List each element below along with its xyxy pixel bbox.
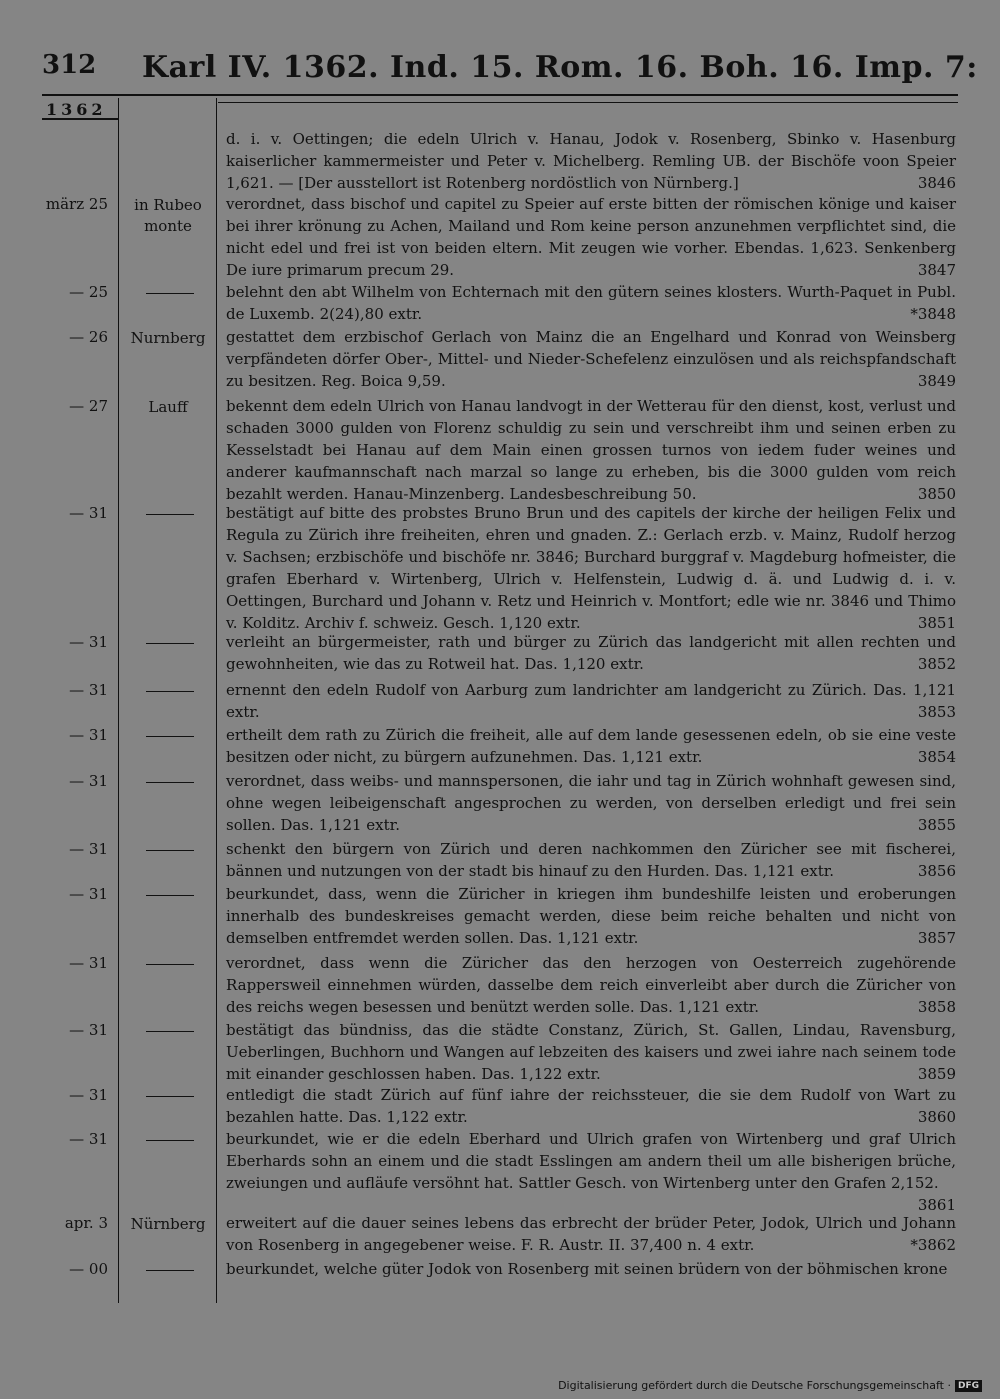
entry-body: belehnt den abt Wilhelm von Echternach mit den gütern seines klosters. Wurth-Paquet in Publ. de Luxemb. 2(24),80 extr.	[226, 283, 956, 323]
entry-body: beurkundet, dass, wenn die Züricher in kriegen ihm bundeshilfe leisten und eroberungen innerhalb des bundeskreises gemacht werden, diese beim reiche behalten und nicht von demselben entfremdet werden sollen. Das. 1,121 extr.	[226, 885, 956, 947]
entry-body: schenkt den bürgern von Zürich und deren nachkommen den Züricher see mit fischerei, bännen und nutzungen von der stadt bis hinauf zu den Hurden. Das. 1,121 extr.	[226, 840, 956, 880]
entry-body: verordnet, dass weibs- und mannspersonen, die iahr und tag in Zürich wohnhaft gewesen sind, ohne wegen leibeigenschaft angesprochen zu werden, von derselben erledigt und frei sein sollen. Das. 1,121 extr.	[226, 772, 956, 834]
place-ditto-dash	[146, 643, 194, 644]
place-ditto-dash	[146, 691, 194, 692]
entry-text	[226, 1019, 956, 1085]
place-ditto-dash	[146, 782, 194, 783]
entry-body: erweitert auf die dauer seines lebens das erbrecht der brüder Peter, Jodok, Ulrich und Johann von Rosenberg in angegebener weise. F. R. Austr. II. 37,400 n. 4 extr.	[226, 1214, 956, 1254]
place-ditto-dash	[146, 514, 194, 515]
entry-date: märz 25	[45, 195, 108, 213]
place-ditto-dash	[146, 1031, 194, 1032]
entry-body: bestätigt auf bitte des probstes Bruno Brun und des capitels der kirche der heiligen Felix und Regula zu Zürich ihre freiheiten, ehren und gnaden. Z.: Gerlach erzb. v. Mainz, Rudolf herzog v. Sachsen; erzbischöfe und bischöfe nr. 3846; Burchard burggraf v. Magdeburg hofmeister, die grafen Eberhard v. Wirtenberg, Ulrich v. Helfenstein, Ludwig d. ä. und Ludwig d. i. v. Oettingen, Burchard und Johann v. Retz und Heinrich v. Montfort; edle wie nr. 3846 und Thimo v. Kolditz. Archiv f. schweiz. Gesch. 1,120 extr.	[226, 504, 956, 632]
entry-date: — 31	[69, 726, 108, 744]
page-title: Karl IV. 1362. Ind. 15. Rom. 16. Boh. 16. Imp. 7:	[142, 50, 978, 85]
entry-date: — 31	[69, 681, 108, 699]
entry-date: — 25	[69, 283, 108, 301]
entry-number: 3851	[917, 614, 956, 632]
entry-body: entledigt die stadt Zürich auf fünf iahre der reichssteuer, die sie dem Rudolf von Wart zu bezahlen hatte. Das. 1,122 extr.	[226, 1086, 956, 1126]
place-ditto-dash	[146, 964, 194, 965]
entry-date: — 26	[69, 328, 108, 346]
column-rule	[218, 102, 958, 103]
entry-text	[226, 395, 956, 505]
entry-text	[226, 883, 956, 949]
entry-body: verordnet, dass wenn die Züricher das den herzogen von Oesterreich zugehörende Rappersweil einnehmen würden, dasselbe dem reich einverleibt aber durch die Züricher von des reichs wegen besessen und benützt werden solle. Das. 1,121 extr.	[226, 954, 956, 1016]
column-divider-place	[216, 98, 217, 1303]
entry-body: bestätigt das bündniss, das die städte Constanz, Zürich, St. Gallen, Lindau, Ravensburg, Ueberlingen, Buchhorn und Wangen auf lebzeiten des kaisers und zwei iahre nach seinem tode mit einander geschlossen haben. Das. 1,122 extr.	[226, 1021, 956, 1083]
entry-text	[226, 1128, 956, 1216]
place-ditto-dash	[146, 850, 194, 851]
entry-date: — 31	[69, 1021, 108, 1039]
place-ditto-dash	[146, 1270, 194, 1271]
entry-text	[226, 502, 956, 634]
entry-body: ertheilt dem rath zu Zürich die freiheit, alle auf dem lande gesessenen edeln, ob sie eine veste besitzen oder nicht, zu bürgern aufzunehmen. Das. 1,121 extr.	[226, 726, 956, 766]
entry-text	[226, 128, 956, 194]
entry-text	[226, 952, 956, 1018]
place-ditto-dash	[146, 736, 194, 737]
entry-text	[226, 838, 956, 882]
entry-number: 3857	[917, 929, 956, 947]
entry-body: ernennt den edeln Rudolf von Aarburg zum landrichter am landgericht zu Zürich. Das. 1,121 extr.	[226, 681, 956, 721]
entry-number: 3861	[917, 1196, 956, 1214]
entry-text	[226, 1212, 956, 1256]
entry-text	[226, 326, 956, 392]
entry-text	[226, 724, 956, 768]
entry-date: — 31	[69, 1130, 108, 1148]
entry-text	[226, 193, 956, 281]
column-divider-date	[118, 98, 119, 1303]
entry-date: — 31	[69, 885, 108, 903]
entry-body: d. i. v. Oettingen; die edeln Ulrich v. Hanau, Jodok v. Rosenberg, Sbinko v. Hasenburg kaiserlicher kammermeister und Peter v. Michelberg. Remling UB. der Bischöfe voon Speier 1,621. — [Der ausstellort ist Rotenberg nordöstlich von Nürnberg.]	[226, 130, 956, 192]
entry-text	[226, 281, 956, 325]
entry-text	[226, 770, 956, 836]
page-number: 312	[42, 50, 97, 80]
footer-text: Digitalisierung gefördert durch die Deutsche Forschungsgemeinschaft ·	[558, 1379, 951, 1392]
place-ditto-dash	[146, 1096, 194, 1097]
entry-date: — 31	[69, 954, 108, 972]
entry-number: 3858	[917, 998, 956, 1016]
entry-body: beurkundet, wie er die edeln Eberhard und Ulrich grafen von Wirtenberg und graf Ulrich Eberhards sohn an einem und die stadt Esslingen am andern theil um alle bisherigen brüche, zweiungen und aufläufe versöhnt hat. Sattler Gesch. von Wirtenberg unter den Grafen 2,152.	[226, 1130, 956, 1192]
entry-body: verordnet, dass bischof und capitel zu Speier auf erste bitten der römischen könige und kaiser bei ihrer krönung zu Achen, Mailand und Rom keine person anzunehmen verpflichtet sind, die nicht edel und frei ist von beiden eltern. Mit zeugen wie vorher. Ebendas. 1,623. Senkenberg De iure primarum precum 29.	[226, 195, 956, 279]
entry-date: — 00	[69, 1260, 108, 1278]
footer	[558, 1379, 982, 1392]
entry-number: *3848	[910, 305, 956, 323]
header-rule	[42, 94, 958, 96]
place-ditto-dash	[146, 293, 194, 294]
entry-text	[226, 1084, 956, 1128]
place-ditto-dash	[146, 1140, 194, 1141]
entry-number: 3852	[917, 655, 956, 673]
entry-number: 3855	[917, 816, 956, 834]
entry-date: — 31	[69, 1086, 108, 1104]
entry-place: Nurnberg	[130, 329, 206, 347]
page-header	[42, 50, 978, 90]
entry-body: bekennt dem edeln Ulrich von Hanau landvogt in der Wetterau für den dienst, kost, verlust und schaden 3000 gulden von Florenz schuldig zu sein und verschreibt ihm und seinen erben zu Kesselstadt bei Hanau auf dem Main einen grossen turnos von iedem fuder weines und anderer kaufmannschaft nach marzal so lange zu erheben, bis die 3000 gulden vom reich bezahlt werden. Hanau-Minzenberg. Landesbeschreibung 50.	[226, 397, 956, 503]
entry-place: in Rubeo monte	[134, 196, 202, 235]
entry-text	[226, 679, 956, 723]
entry-number: 3850	[917, 485, 956, 503]
entry-number: 3846	[917, 174, 956, 192]
entry-text	[226, 1258, 956, 1280]
entry-number: 3849	[917, 372, 956, 390]
entry-date: — 31	[69, 772, 108, 790]
entry-number: 3847	[917, 261, 956, 279]
entry-number: 3859	[917, 1065, 956, 1083]
entry-text	[226, 631, 956, 675]
entry-number: 3854	[917, 748, 956, 766]
entry-body: gestattet dem erzbischof Gerlach von Mainz die an Engelhard und Konrad von Weinsberg verpfändeten dörfer Ober-, Mittel- und Nieder-Schefelenz einzulösen und als reichspfandschaft zu besitzen. Reg. Boica 9,59.	[226, 328, 956, 390]
entry-place: Lauff	[148, 398, 188, 416]
entry-body: beurkundet, welche güter Jodok von Rosenberg mit seinen brüdern von der böhmischen krone	[226, 1260, 948, 1278]
place-ditto-dash	[146, 895, 194, 896]
entry-number: 3856	[917, 862, 956, 880]
entry-place: Nürnberg	[130, 1215, 206, 1233]
entry-number: *3862	[910, 1236, 956, 1254]
year-rule	[42, 118, 118, 120]
entry-number: 3853	[917, 703, 956, 721]
entry-date: — 31	[69, 633, 108, 651]
entry-date: — 27	[69, 397, 108, 415]
entry-date: — 31	[69, 504, 108, 522]
entry-number: 3860	[917, 1108, 956, 1126]
year-label: 1362	[46, 100, 107, 119]
dfg-logo: DFG	[955, 1380, 982, 1392]
entry-date: — 31	[69, 840, 108, 858]
entry-date: apr. 3	[64, 1214, 108, 1232]
entry-body: verleiht an bürgermeister, rath und bürger zu Zürich das landgericht mit allen rechten und gewohnheiten, wie das zu Rotweil hat. Das. 1,120 extr.	[226, 633, 956, 673]
